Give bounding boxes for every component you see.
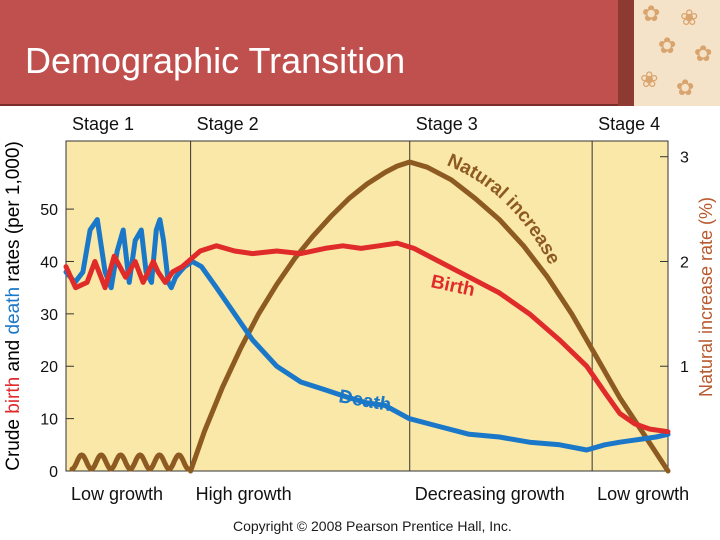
- y-tick-label-left: 10: [40, 411, 58, 429]
- copyright-note: Copyright © 2008 Pearson Prentice Hall, Inc.: [233, 518, 512, 534]
- stage-label: Stage 2: [196, 114, 259, 134]
- natural-increase-label-text: Natural increase: [444, 150, 565, 268]
- growth-label: High growth: [195, 484, 292, 504]
- y-axis-label-segment: death: [3, 286, 24, 335]
- y-tick-label-left: 50: [40, 202, 58, 220]
- birth-label: Birth: [428, 271, 477, 302]
- death-label: Death: [337, 386, 393, 417]
- y-tick-label-left: 20: [40, 359, 58, 377]
- stage-label: Stage 3: [415, 114, 478, 134]
- plot-area: [66, 141, 668, 471]
- flower-icon: ❀: [640, 68, 659, 93]
- y-axis-label-segment: birth: [3, 376, 24, 414]
- stage-label: Stage 1: [72, 114, 135, 134]
- y-axis-label-right: Natural increase rate (%): [696, 196, 716, 398]
- growth-label: Low growth: [597, 484, 690, 504]
- y-axis-label-segment: and: [3, 334, 24, 377]
- y-tick-label-left: 30: [40, 306, 58, 324]
- flower-icon: ✿: [658, 34, 677, 59]
- stage-label: Stage 4: [598, 114, 661, 134]
- y-tick-label-left: 0: [49, 464, 58, 481]
- flower-icon: ✿: [642, 2, 661, 27]
- y-axis-label-left: [3, 141, 24, 471]
- y-tick-label-right: 1: [680, 359, 689, 377]
- y-tick-label-left: 40: [40, 254, 58, 272]
- growth-label: Decreasing growth: [414, 484, 565, 504]
- y-axis-label-segment: rates (per 1,000): [3, 141, 24, 287]
- growth-label: Low growth: [71, 484, 164, 504]
- flower-icon: ✿: [694, 42, 713, 67]
- y-tick-label-right: 2: [680, 254, 689, 272]
- flower-icon: ❀: [680, 6, 699, 31]
- slide-title: Demographic Transition: [25, 40, 406, 81]
- flower-icon: ✿: [676, 76, 695, 101]
- y-axis-label-segment: Crude: [3, 413, 24, 471]
- y-tick-label-right: 3: [680, 149, 689, 167]
